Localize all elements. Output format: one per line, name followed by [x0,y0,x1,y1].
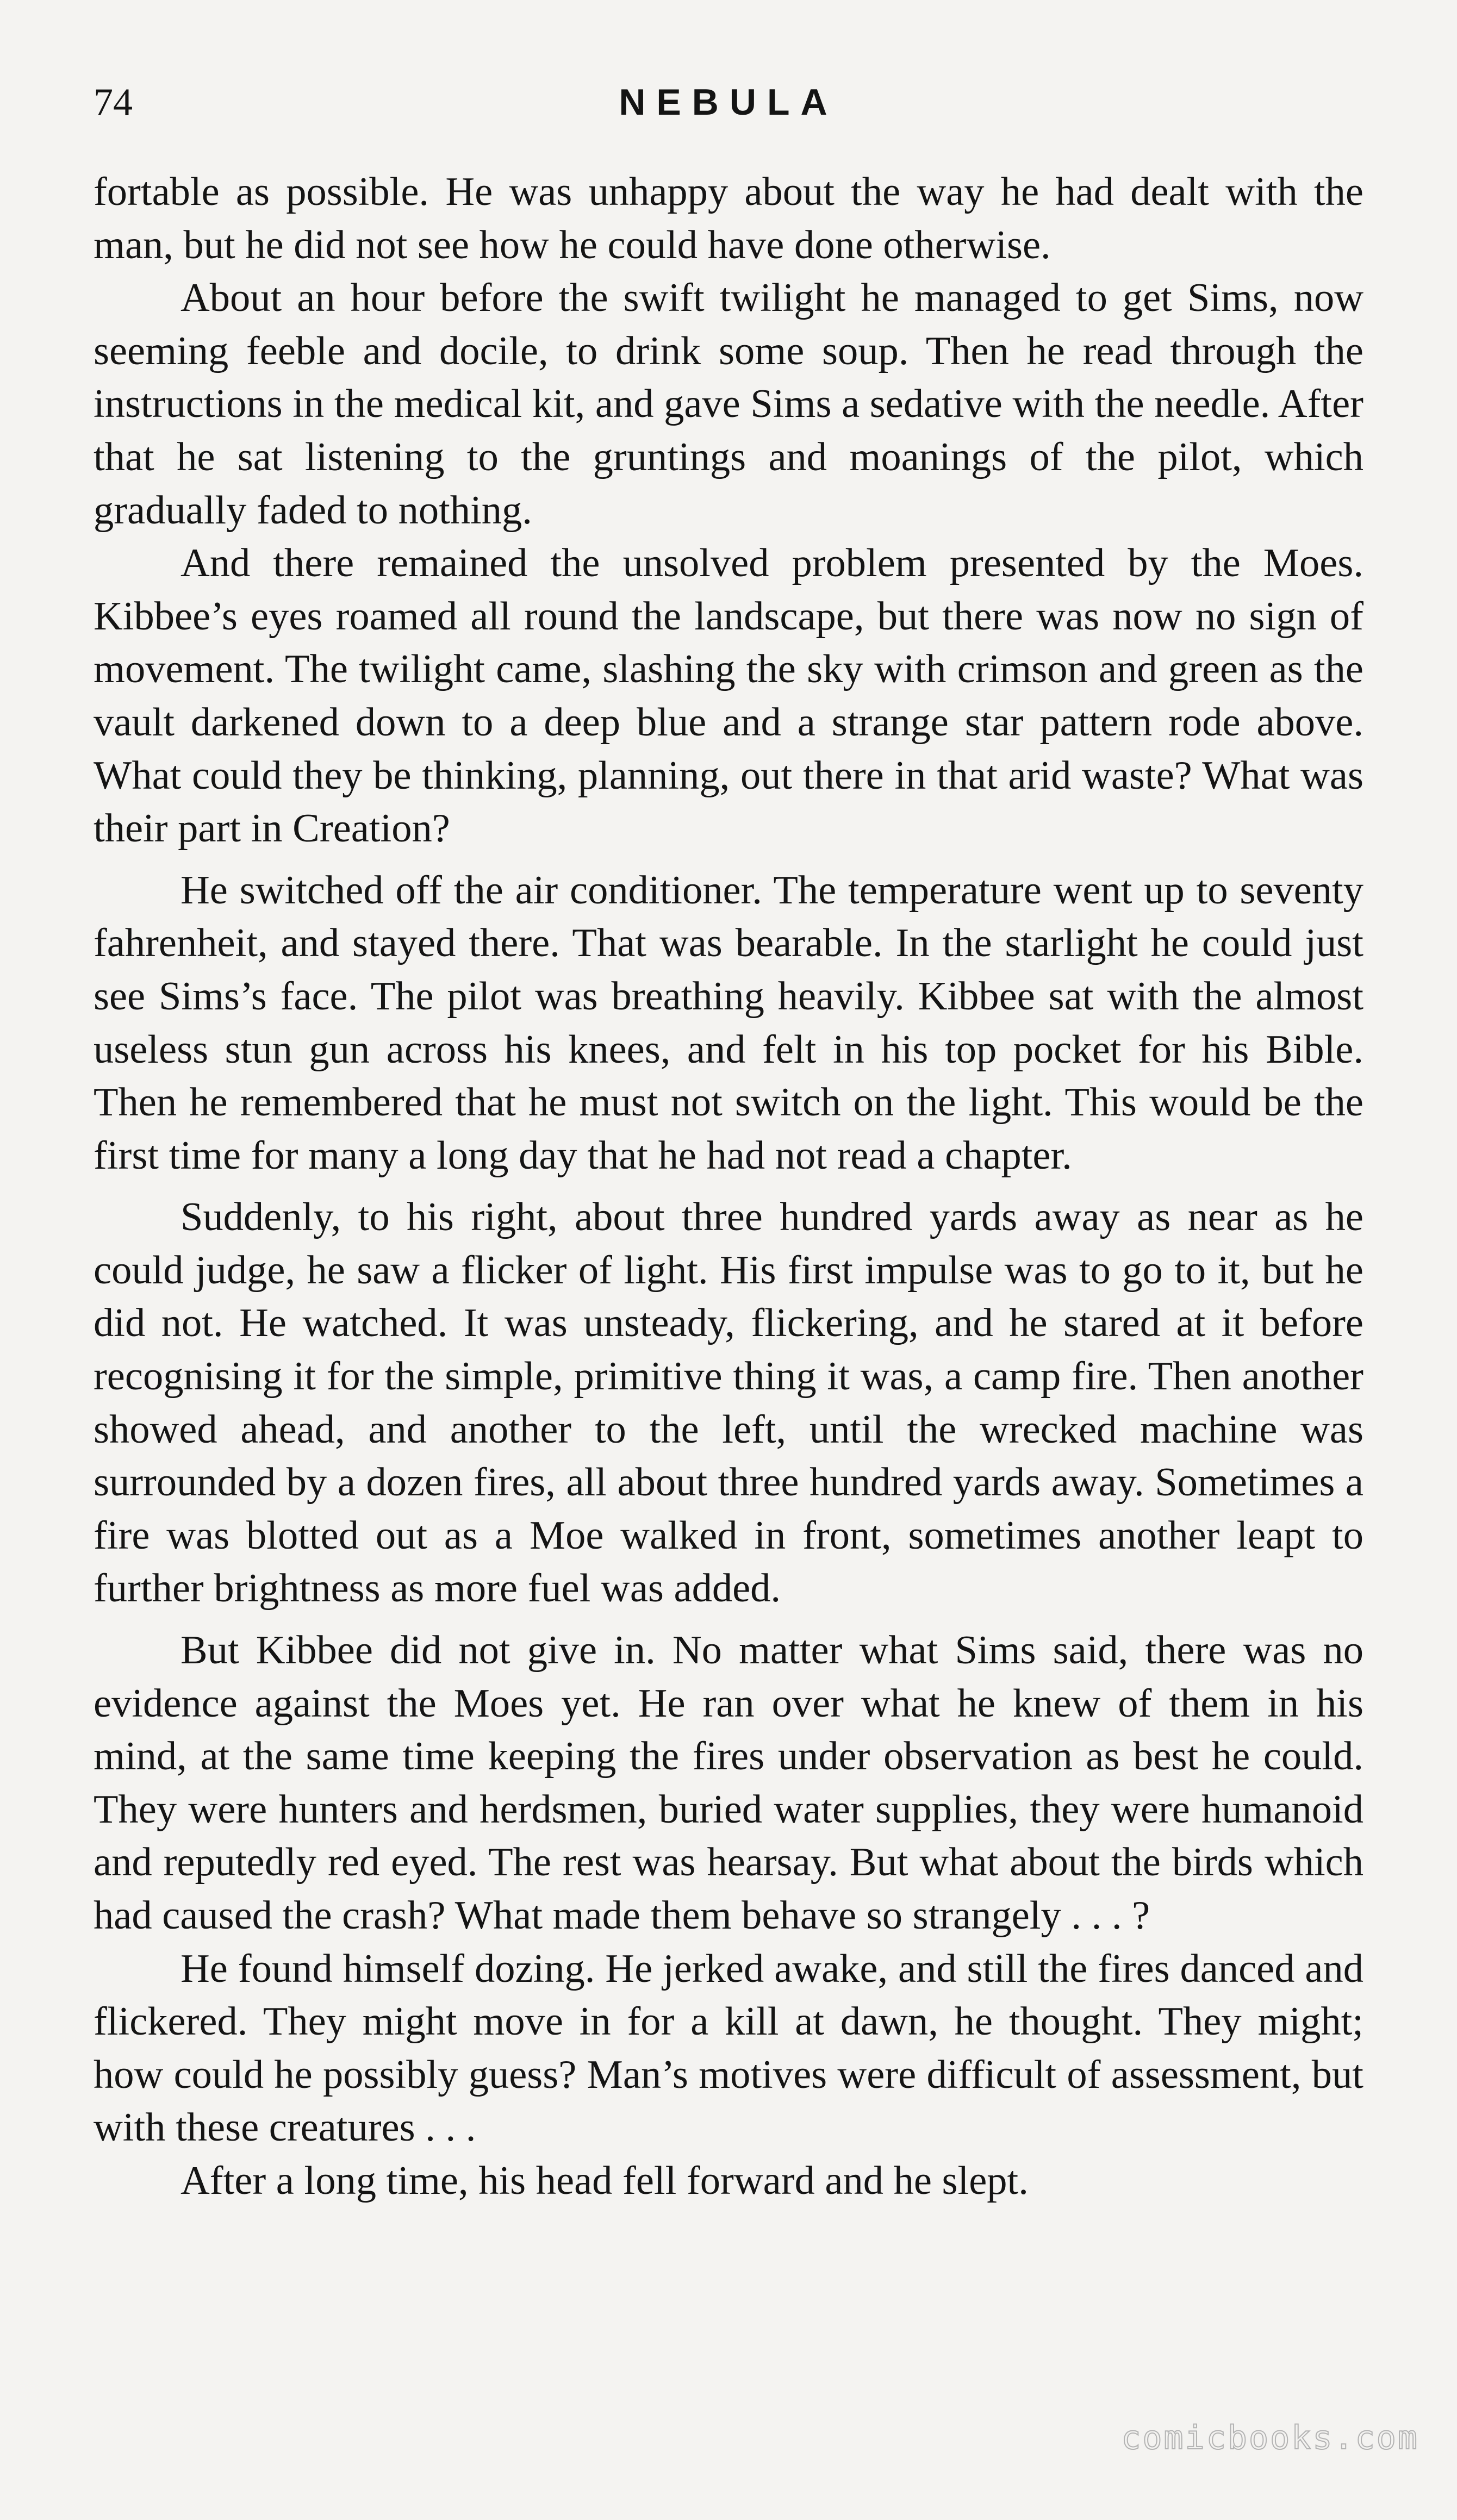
paragraph: fortable as possible. He was unhappy about the way he had dealt with the man, but he did not see how he could have done otherwise. [94,170,1363,267]
paragraph: And there remained the unsolved problem presented by the Moes. Kibbee’s eyes roamed all round the landscape, but there was now no sign of movement. The twilight came, slashing the sky with crimson and green as the vault darkened down to a deep blue and a strange star pattern rode above. What could they be thinking, planning, out there in that arid waste? What was their part in Creation? [94,541,1363,851]
paragraph: He found himself dozing. He jerked awake, and still the fires danced and flickered. They might move in for a kill at dawn, he thought. They might; how could he possibly guess? Man’s motives were difficult of assessment, but with these creatures . . . [94,1946,1363,2150]
paragraph: After a long time, his head fell forward and he slept. [180,2158,1029,2203]
body-text [94,166,1363,2208]
paragraph: About an hour before the swift twilight he managed to get Sims, now seeming feeble and docile, to drink some soup. Then he read through the instructions in the medical kit, and gave Sims a sedative with the needle. After that he sat listening to the gruntings and moanings of the pilot, which gradually faded to nothing. [94,276,1363,533]
watermark: comicbooks.com [1121,2419,1419,2457]
paragraph: He switched off the air conditioner. The temperature went up to seventy fahrenheit, and stayed there. That was bearable. In the starlight he could just see Sims’s face. The pilot was breathing heavily. Kibbee sat with the almost useless stun gun across his knees, and felt in his top pocket for his Bible. Then he remembered that he must not switch on the light. This would be the first time for many a long day that he had not read a chapter. [94,868,1363,1178]
running-head: NEBULA [619,82,838,123]
page-header [94,75,1363,135]
paragraph: Suddenly, to his right, about three hundred yards away as near as he could judge, he saw a flicker of light. His first impulse was to go to it, but he did not. He watched. It was unsteady, flickering, and he stared at it before recognising it for the simple, primitive thing it was, a camp fire. Then another showed ahead, and another to the left, until the wrecked machine was surrounded by a dozen fires, all about three hundred yards away. Sometimes a fire was blotted out as a Moe walked in front, sometimes another leapt to further brightness as more fuel was added. [94,1195,1363,1611]
page-number: 74 [94,80,133,124]
paragraph: But Kibbee did not give in. No matter what Sims said, there was no evidence against the Moes yet. He ran over what he knew of them in his mind, at the same time keeping the fires under observation as best he could. They were hunters and herdsmen, buried water supplies, they were humanoid and reputedly red eyed. The rest was hearsay. But what about the birds which had caused the crash? What made them behave so strangely . . . ? [94,1628,1363,1938]
